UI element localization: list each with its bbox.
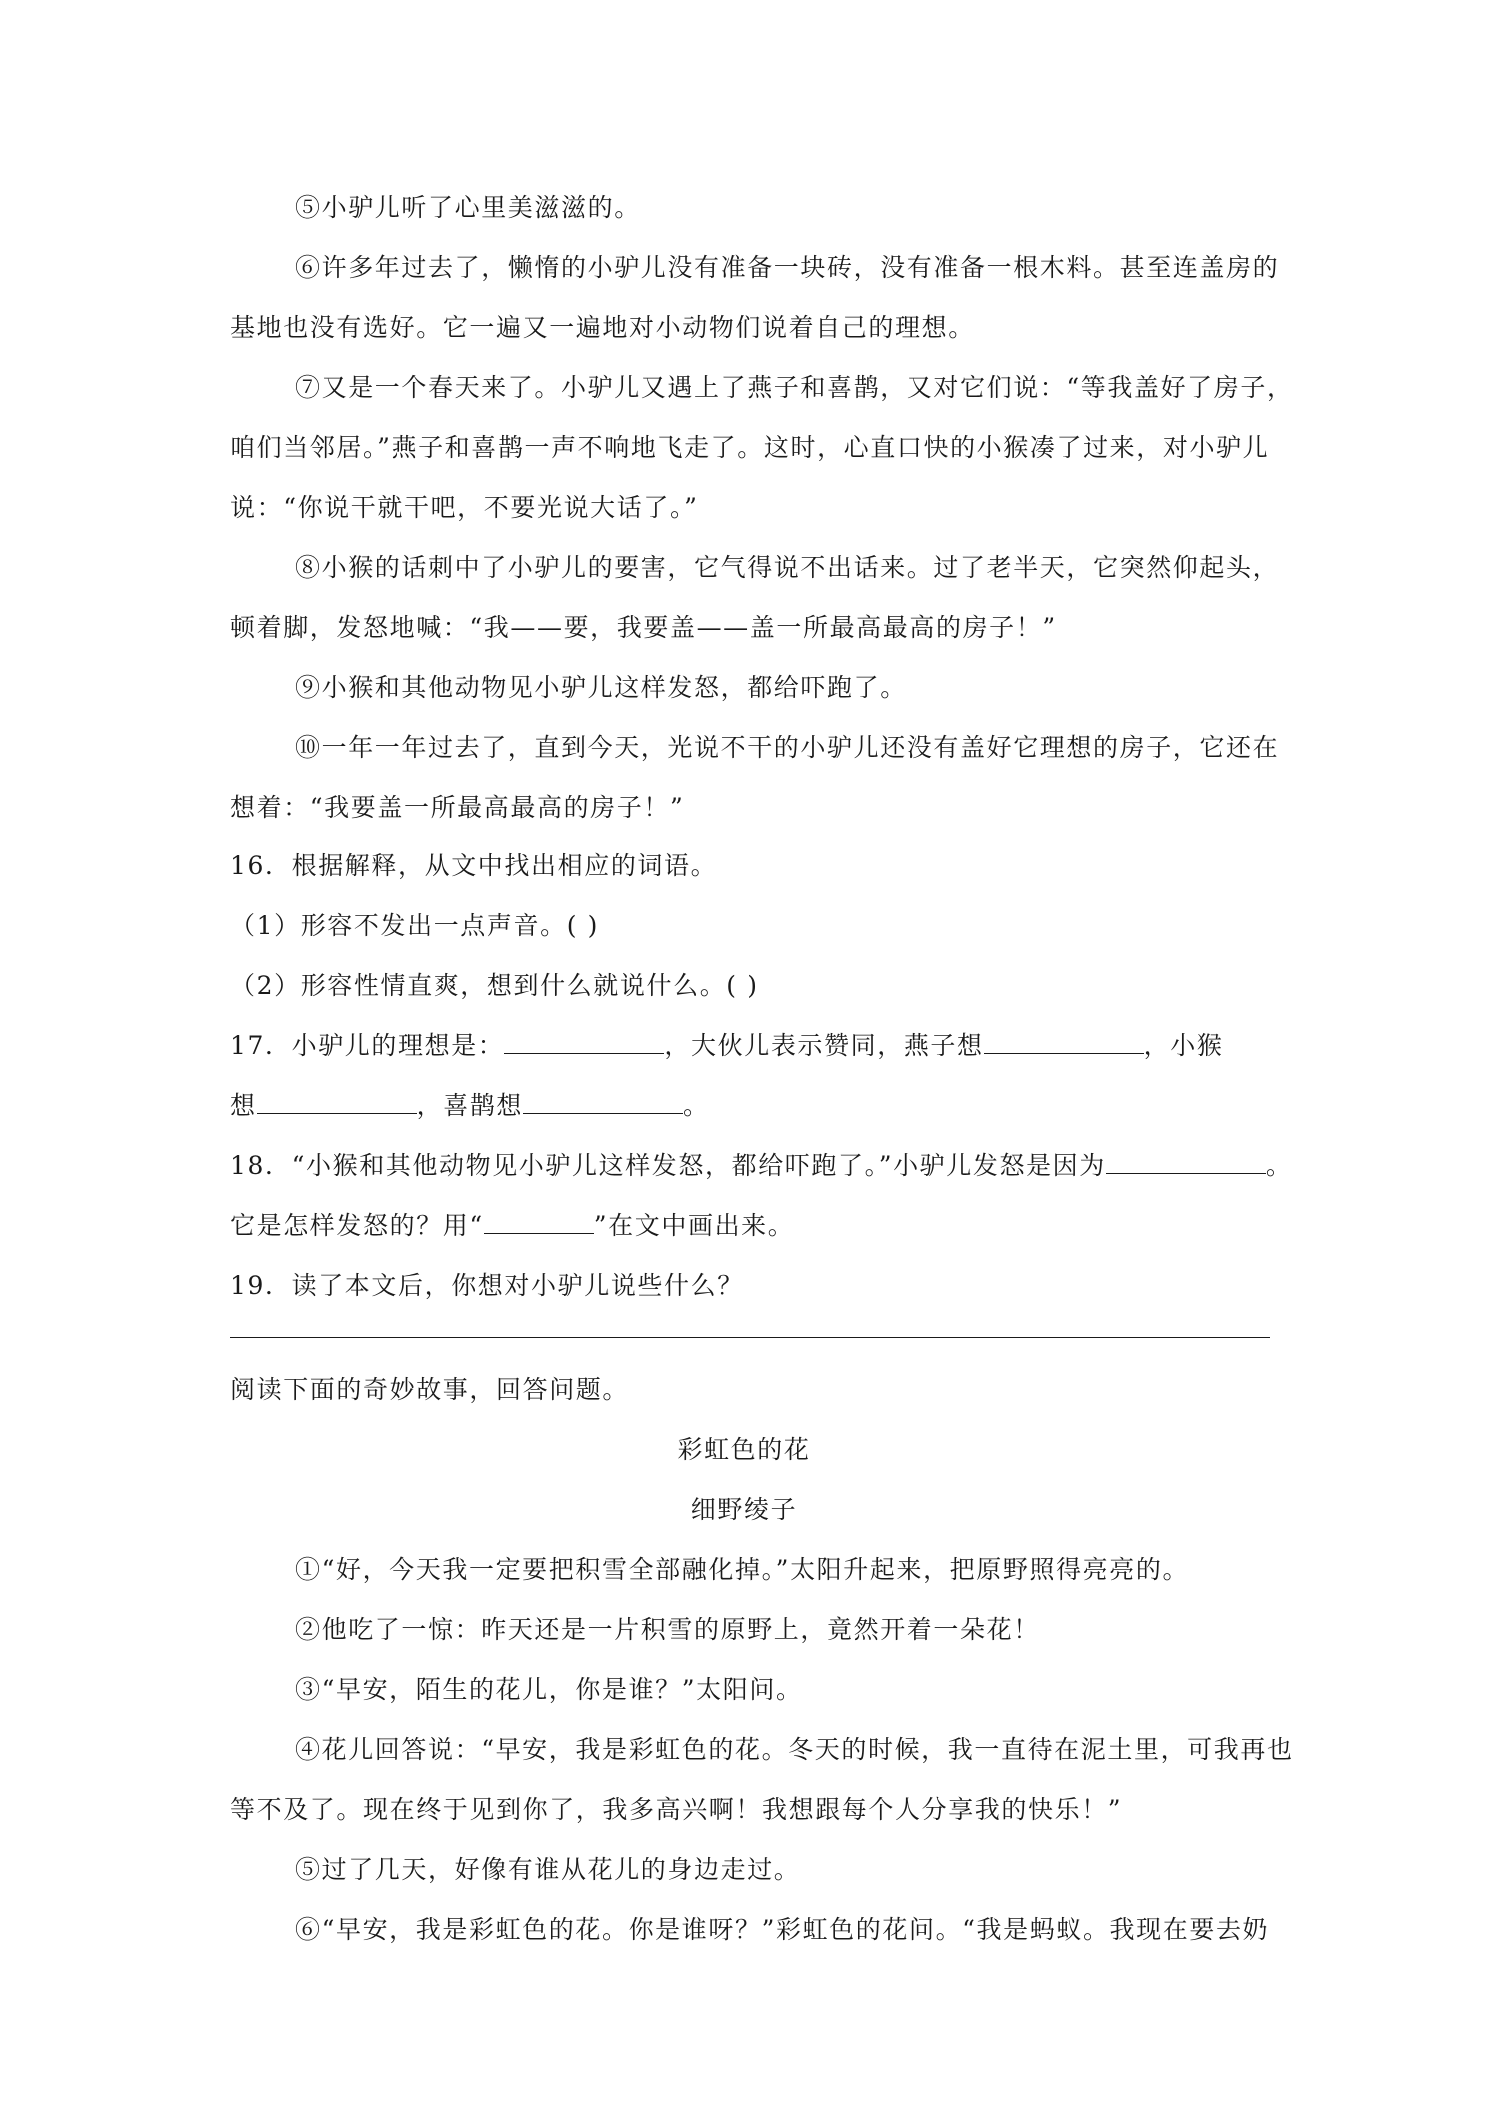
- paragraph-7-line-2: 咱们当邻居。”燕子和喜鹊一声不响地飞走了。这时，心直口快的小猴凑了过来，对小驴儿: [230, 433, 1270, 462]
- answer-blank[interactable]: [1106, 1151, 1266, 1174]
- passage-2-paragraph-1: ①“好，今天我一定要把积雪全部融化掉。”太阳升起来，把原野照得亮亮的。: [295, 1555, 1190, 1584]
- paragraph-7-line-3: 说：“你说干就干吧，不要光说大话了。”: [230, 493, 699, 522]
- question-16-item-1: （1）形容不发出一点声音。( ): [230, 911, 599, 940]
- answer-blank[interactable]: [504, 1031, 664, 1054]
- question-18-text-b: 。: [1265, 1151, 1293, 1180]
- passage-2-paragraph-2: ②他吃了一惊：昨天还是一片积雪的原野上，竟然开着一朵花！: [295, 1615, 1040, 1644]
- passage-2-intro: 阅读下面的奇妙故事，回答问题。: [230, 1375, 630, 1404]
- paragraph-10-line-1: ⑩一年一年过去了，直到今天，光说不干的小驴儿还没有盖好它理想的房子，它还在: [295, 733, 1280, 762]
- passage-2-paragraph-3: ③“早安，陌生的花儿，你是谁？”太阳问。: [295, 1675, 803, 1704]
- passage-2-author: 细野绫子: [690, 1495, 798, 1524]
- paragraph-6-line-2: 基地也没有选好。它一遍又一遍地对小动物们说着自己的理想。: [230, 313, 975, 342]
- underline-sample: [484, 1211, 594, 1234]
- passage-2-paragraph-5: ⑤过了几天，好像有谁从花儿的身边走过。: [295, 1855, 801, 1884]
- answer-blank[interactable]: [984, 1031, 1144, 1054]
- paragraph-5: ⑤小驴儿听了心里美滋滋的。: [295, 193, 641, 222]
- question-17-text-b: ，大伙儿表示赞同，燕子想: [664, 1031, 984, 1060]
- answer-blank[interactable]: [523, 1091, 683, 1114]
- paragraph-8-line-2: 顿着脚，发怒地喊：“我——要，我要盖——盖一所最高最高的房子！”: [230, 613, 1057, 642]
- question-17-text-a: 17．小驴儿的理想是：: [230, 1031, 505, 1060]
- question-17-line-2: [230, 1091, 710, 1121]
- answer-line[interactable]: [230, 1337, 1270, 1338]
- question-17-text-e: ，喜鹊想: [416, 1091, 524, 1120]
- passage-2-paragraph-4-line-2: 等不及了。现在终于见到你了，我多高兴啊！我想跟每个人分享我的快乐！”: [230, 1795, 1123, 1824]
- question-16-item-2: （2）形容性情直爽，想到什么就说什么。( ): [230, 971, 759, 1000]
- question-17-text-d: 想: [230, 1091, 257, 1120]
- question-18-text-d: ”在文中画出来。: [593, 1211, 795, 1240]
- passage-2-title: 彩虹色的花: [677, 1435, 811, 1464]
- question-18-text-a: 18．“小猴和其他动物见小驴儿这样发怒，都给吓跑了。”小驴儿发怒是因为: [230, 1151, 1106, 1180]
- paragraph-6-line-1: ⑥许多年过去了，懒惰的小驴儿没有准备一块砖，没有准备一根木料。甚至连盖房的: [295, 253, 1280, 282]
- question-18-text-c: 它是怎样发怒的？用“: [230, 1211, 484, 1240]
- question-17-line-1: [230, 1031, 1223, 1061]
- question-18-line-1: [230, 1151, 1293, 1181]
- paragraph-10-line-2: 想着：“我要盖一所最高最高的房子！”: [230, 793, 685, 822]
- answer-blank[interactable]: [257, 1091, 417, 1114]
- paragraph-7-line-1: ⑦又是一个春天来了。小驴儿又遇上了燕子和喜鹊，又对它们说：“等我盖好了房子，: [295, 373, 1294, 402]
- paragraph-9: ⑨小猴和其他动物见小驴儿这样发怒，都给吓跑了。: [295, 673, 907, 702]
- passage-2-paragraph-6: ⑥“早安，我是彩虹色的花。你是谁呀？”彩虹色的花问。“我是蚂蚁。我现在要去奶: [295, 1915, 1270, 1944]
- question-16: 16．根据解释，从文中找出相应的词语。: [230, 851, 718, 880]
- passage-2-paragraph-4-line-1: ④花儿回答说：“早安，我是彩虹色的花。冬天的时候，我一直待在泥土里，可我再也: [295, 1735, 1294, 1764]
- question-17-text-c: ，小猴: [1143, 1031, 1224, 1060]
- paragraph-8-line-1: ⑧小猴的话刺中了小驴儿的要害，它气得说不出话来。过了老半天，它突然仰起头，: [295, 553, 1280, 582]
- question-18-line-2: [230, 1211, 794, 1241]
- question-19: 19．读了本文后，你想对小驴儿说些什么？: [230, 1271, 744, 1300]
- question-17-text-f: 。: [683, 1091, 710, 1120]
